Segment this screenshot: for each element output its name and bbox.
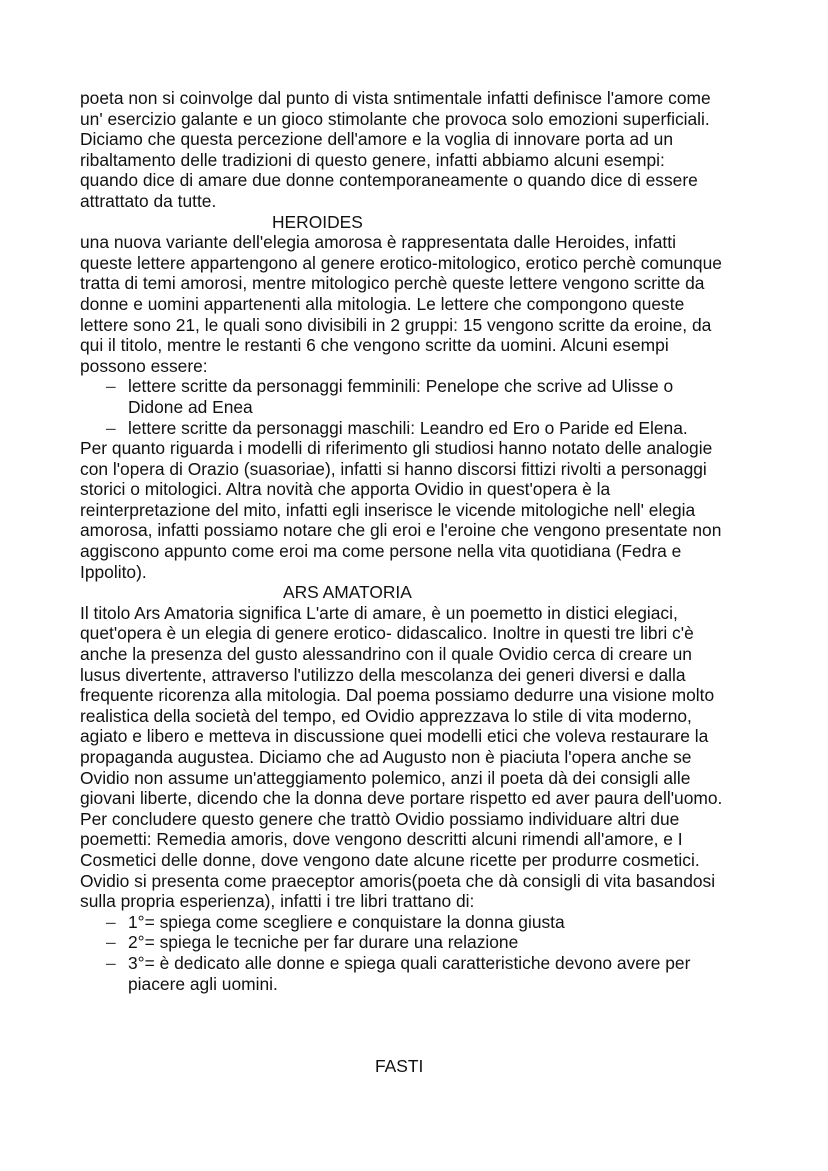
text-line: un' esercizio galante e un gioco stimolante che provoca solo emozioni superficiali. xyxy=(80,108,710,129)
text-line: Il titolo Ars Amatoria significa L'arte di amare, è un poemetto in distici elegiaci, xyxy=(80,602,678,623)
text-line: queste lettere appartengono al genere erotico-mitologico, erotico perchè comunque xyxy=(80,252,722,273)
list-item-text: lettere scritte da personaggi femminili: Penelope che scrive ad Ulisse o xyxy=(128,376,674,397)
text-line: una nuova variante dell'elegia amorosa è rappresentata dalle Heroides, infatti xyxy=(80,232,676,253)
list-item-continuation: piacere agli uomini. xyxy=(128,973,278,994)
text-line: Diciamo che questa percezione dell'amore e la voglia di innovare porta ad un xyxy=(80,129,674,150)
text-line: quet'opera è un elegia di genere erotico- didascalico. Inoltre in questi tre libri c'è xyxy=(80,623,694,644)
text-line: poemetti: Remedia amoris, dove vengono descritti alcuni rimendi all'amore, e I xyxy=(80,829,683,850)
list-item xyxy=(80,418,770,439)
text-line: poeta non si coinvolge dal punto di vista sntimentale infatti definisce l'amore come xyxy=(80,88,711,108)
text-line: attrattato da tutte. xyxy=(80,190,217,211)
list-item-text: lettere scritte da personaggi maschili: Leandro ed Ero o Paride ed Elena. xyxy=(128,417,688,438)
text-line: reinterpretazione del mito, infatti egli inserisce le vicende mitologiche nell' elegia xyxy=(80,499,696,520)
text-line: Cosmetici delle donne, dove vengono date alcune ricette per produrre cosmetici. xyxy=(80,849,700,870)
text-line: tratta di temi amorosi, mentre mitologico perchè queste lettere vengono scritte da xyxy=(80,273,705,294)
text-line: Ippolito). xyxy=(80,561,147,582)
heroides-paragraph xyxy=(80,232,770,376)
text-line: anche la presenza del gusto alessandrino con il quale Ovidio cerca di creare un xyxy=(80,644,692,665)
heroides-paragraph-2 xyxy=(80,438,770,582)
dash-bullet-icon: – xyxy=(106,952,116,973)
text-line: con l'opera di Orazio (suasoriae), infatti si hanno discorsi fittizi rivolti a personaggi xyxy=(80,458,707,479)
heroides-heading: HEROIDES xyxy=(272,211,363,232)
text-line: agiato e libero e metteva in discussione quei modelli etici che voleva restaurare la xyxy=(80,726,709,747)
ars-amatoria-heading: ARS AMATORIA xyxy=(283,582,412,603)
text-line: storici o mitologici. Altra novità che apporta Ovidio in quest'opera è la xyxy=(80,479,611,500)
list-item-text: 3°= è dedicato alle donne e spiega quali caratteristiche devono avere per xyxy=(128,952,691,973)
text-line: donne e uomini appartenenti alla mitologia. Le lettere che compongono queste xyxy=(80,293,685,314)
list-item xyxy=(80,912,770,933)
heroides-list xyxy=(80,376,770,438)
dash-bullet-icon: – xyxy=(106,932,116,953)
ars-paragraph xyxy=(80,603,770,912)
list-item xyxy=(80,932,770,953)
text-line: propaganda augustea. Diciamo che ad Augusto non è piaciuta l'opera anche se xyxy=(80,747,692,767)
text-line: sulla propria esperienza), infatti i tre libri trattano di: xyxy=(80,891,475,912)
text-line: Ovidio si presenta come praeceptor amoris(poeta che dà consigli di vita basandosi xyxy=(80,870,716,891)
list-item-continuation: Didone ad Enea xyxy=(128,396,253,417)
dash-bullet-icon: – xyxy=(106,911,116,932)
ars-list xyxy=(80,912,770,994)
text-line: Per concludere questo genere che trattò Ovidio possiamo individuare altri due xyxy=(80,808,680,829)
text-line: Per quanto riguarda i modelli di riferimento gli studiosi hanno notato delle analogie xyxy=(80,438,713,459)
text-line: lettere sono 21, le quali sono divisibili in 2 gruppi: 15 vengono scritte da eroine, da xyxy=(80,314,712,335)
text-line: aggiscono appunto come eroi ma come persone nella vita quotidiana (Fedra e xyxy=(80,541,682,562)
text-line: realistica della società del tempo, ed Ovidio apprezzava lo stile di vita moderno, xyxy=(80,705,692,726)
list-item xyxy=(80,953,770,974)
text-line: quando dice di amare due donne contemporaneamente o quando dice di essere xyxy=(80,170,698,191)
text-line: giovani liberte, dicendo che la donna deve portare rispetto ed aver paura dell'uomo. xyxy=(80,788,723,809)
text-line: lusus divertente, attraverso l'utilizzo della mescolanza dei generi diversi e dalla xyxy=(80,664,686,685)
text-line: frequente ricorenza alla mitologia. Dal poema possiamo dedurre una visione molto xyxy=(80,685,715,706)
dash-bullet-icon: – xyxy=(106,417,116,438)
text-line: ribaltamento delle tradizioni di questo genere, infatti abbiamo alcuni esempi: xyxy=(80,149,665,170)
list-item-text: 1°= spiega come scegliere e conquistare la donna giusta xyxy=(128,911,565,932)
document-body xyxy=(80,88,770,994)
list-item xyxy=(80,376,770,397)
text-line: amorosa, infatti possiamo notare che gli eroi e l'eroine che vengono presentate non xyxy=(80,520,722,541)
intro-paragraph xyxy=(80,88,770,212)
dash-bullet-icon: – xyxy=(106,376,116,397)
text-line: qui il titolo, mentre le restanti 6 che vengono scritte da uomini. Alcuni esempi xyxy=(80,335,669,356)
text-line: possono essere: xyxy=(80,355,208,376)
list-item-text: 2°= spiega le tecniche per far durare una relazione xyxy=(128,932,519,953)
fasti-heading: FASTI xyxy=(375,1056,424,1076)
text-line: Ovidio non assume un'atteggiamento polemico, anzi il poeta dà dei consigli alle xyxy=(80,767,691,788)
